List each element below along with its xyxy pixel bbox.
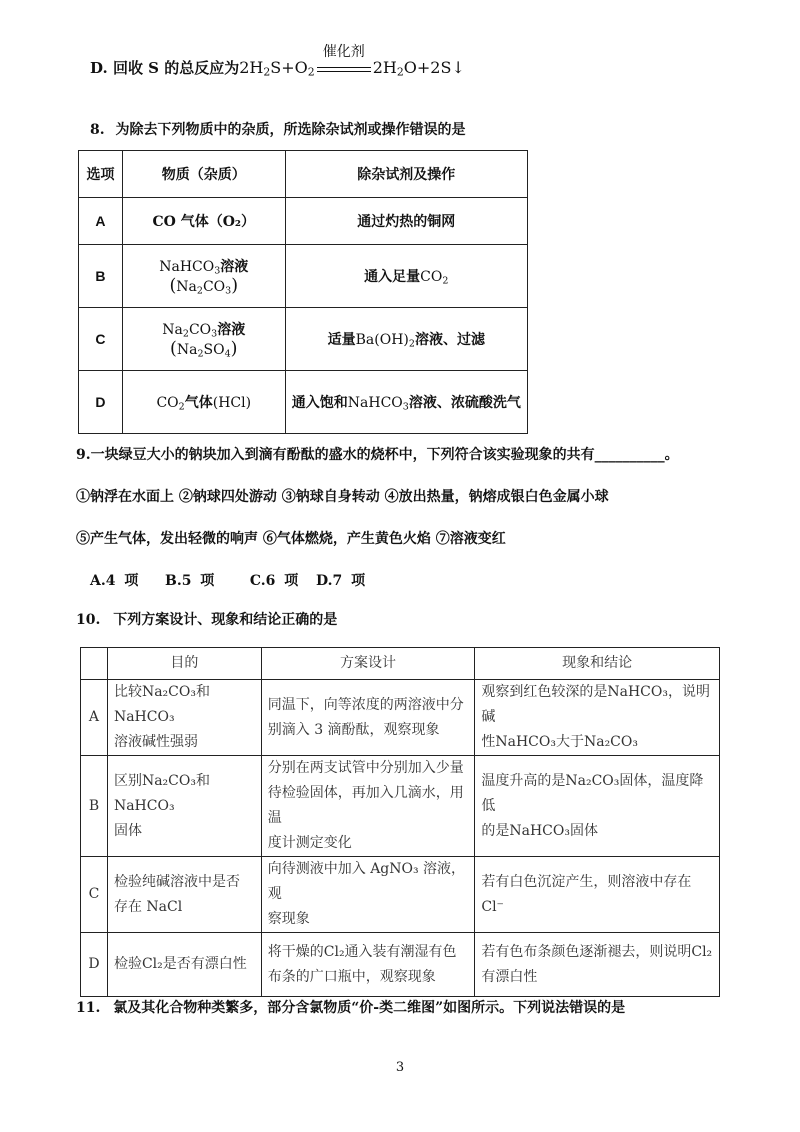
q9-option-a[interactable]: A.4 项 (90, 573, 139, 589)
method-text: 溶液、浓硫酸洗气 (408, 395, 521, 411)
line: 检验纯碱溶液中是否 (113, 873, 240, 890)
q10-row-purpose (107, 933, 261, 997)
line: 的是NaHCO₃固体 (481, 822, 598, 839)
q10-row-key: A (81, 680, 108, 756)
formula-sub: 2 (442, 275, 449, 287)
formula-part: CO (156, 395, 179, 411)
q8-row-key: A (79, 198, 123, 245)
q8-row-substance (122, 245, 285, 308)
eq-reactant-2-sub: 2 (307, 65, 315, 79)
formula-part: Na (162, 322, 183, 338)
eq-product-2: 2S (430, 58, 452, 77)
method-text: 溶液、过滤 (414, 332, 485, 348)
formula-sub: 3 (211, 328, 218, 340)
q10-row-result (475, 933, 720, 997)
q8-row-method (285, 245, 527, 308)
q10-row-result (475, 857, 720, 933)
line: 待检验固体，再加入几滴水，用温 (267, 785, 464, 826)
q8-row-substance (122, 308, 285, 371)
paren-close: ) (231, 276, 239, 296)
formula-part: NaHCO (159, 259, 215, 275)
formula-sub: 3 (225, 285, 232, 297)
eq-product-1-tail: O (403, 58, 417, 77)
eq-reactant-1: 2H (239, 58, 264, 77)
line: 若有色布条颜色逐渐褪去，则说明Cl₂ (481, 943, 713, 960)
line: 度计测定变化 (267, 835, 352, 851)
paren-close: ) (230, 339, 238, 359)
line: 溶液碱性强弱 (113, 734, 198, 750)
line: 有漂白性 (481, 968, 538, 985)
q8-header-substance: 物质（杂质） (122, 151, 285, 198)
q9-option-d[interactable]: D.7 项 (315, 573, 366, 589)
substance-suffix: 溶液 (217, 322, 246, 338)
q10-row-design (261, 680, 475, 756)
q10-row-key: C (81, 857, 108, 933)
q8-table-header (79, 151, 528, 198)
q10-table-header (81, 648, 720, 680)
formula-sub: 3 (402, 401, 409, 413)
formula-part: CO (188, 322, 212, 338)
q9-options (90, 571, 365, 591)
q8-stem-text: 为除去下列物质中的杂质，所选除杂试剂或操作错误的是 (115, 122, 466, 138)
q8-row-b (79, 245, 528, 308)
q8-header-option: 选项 (79, 151, 123, 198)
q8-row-key: B (79, 245, 123, 308)
eq-catalyst-label: 催化剂 (322, 43, 365, 60)
q7-option-d (90, 43, 465, 79)
paren-open: ( (170, 339, 177, 359)
line: 检验Cl₂是否有漂白性 (113, 956, 247, 972)
eq-product-1-sub: 2 (396, 65, 404, 79)
line: 察现象 (267, 911, 310, 927)
q8-row-key: C (79, 308, 123, 371)
q10-table (80, 647, 720, 997)
q7-option-d-text: 回收 S 的总反应为 (112, 59, 240, 77)
line: 性NaHCO₃大于Na₂CO₃ (481, 734, 638, 750)
line: 同温下，向等浓度的两溶液中分 (267, 696, 464, 713)
q10-row-design (261, 933, 475, 997)
q8-row-d (79, 371, 528, 434)
formula-sub: 4 (224, 348, 231, 360)
q9-stem (76, 445, 679, 465)
q10-row-b (81, 756, 720, 857)
line: 固体 (113, 822, 142, 839)
formula-part: CO (202, 279, 226, 295)
q8-row-substance (122, 371, 285, 434)
eq-precipitate-arrow: ↓ (451, 58, 465, 77)
q10-row-design (261, 857, 475, 933)
line: 观察到红色较深的是NaHCO₃，说明碱 (481, 684, 710, 725)
q10-row-a (81, 680, 720, 756)
q9-phenomena-line-2: ⑤产生气体，发出轻微的响声 ⑥气体燃烧，产生黄色火焰 ⑦溶液变红 (76, 531, 506, 547)
q8-row-a (79, 198, 528, 245)
formula-sub: 2 (182, 328, 189, 340)
q10-row-purpose (107, 857, 261, 933)
q10-row-d (81, 933, 720, 997)
line: 向待测液中加入 AgNO₃ 溶液，观 (267, 861, 466, 902)
method-text: 通入足量 (364, 269, 421, 285)
line: 若有白色沉淀产生，则溶液中存在 Cl⁻ (481, 873, 692, 915)
q10-row-c (81, 857, 720, 933)
formula-part: SO (203, 342, 225, 358)
eq-double-line (317, 67, 371, 72)
q7-option-d-label: D. (90, 59, 108, 77)
q10-row-purpose (107, 756, 261, 857)
formula-part: Na (176, 342, 198, 358)
line: 别滴入 3 滴酚酞，观察现象 (267, 721, 440, 738)
q10-row-purpose (107, 680, 261, 756)
q11-stem-text: 氯及其化合物种类繁多，部分含氯物质“价-类二维图”如图所示。下列说法错误的是 (113, 1000, 626, 1016)
eq-product-1: 2H (372, 58, 397, 77)
q9-option-c[interactable]: C.6 项 (249, 573, 299, 589)
substance-suffix: 溶液 (220, 259, 249, 275)
formula-part: (HCl) (212, 395, 252, 411)
q8-stem (90, 120, 466, 140)
formula-part: NaHCO (347, 395, 403, 411)
q8-table (78, 150, 528, 434)
q10-row-result (475, 756, 720, 857)
q8-row-key: D (79, 371, 123, 434)
line: 温度升高的是Na₂CO₃固体，温度降低 (481, 772, 704, 814)
formula-sub: 2 (408, 338, 415, 350)
formula-sub: 3 (214, 265, 221, 277)
line: 存在 NaCl (113, 898, 183, 915)
method-text: 通入饱和 (291, 395, 348, 411)
line: 分别在两支试管中分别加入少量 (267, 760, 464, 776)
q10-stem-text: 下列方案设计、现象和结论正确的是 (113, 612, 338, 628)
formula-part: Ba(OH) (355, 332, 409, 348)
q10-header-design: 方案设计 (261, 648, 475, 680)
q8-row-substance: CO 气体（O₂） (122, 198, 285, 245)
q8-row-method (285, 308, 527, 371)
q10-header-purpose: 目的 (107, 648, 261, 680)
q10-row-design (261, 756, 475, 857)
q10-stem (76, 610, 337, 630)
formula-sub: 2 (197, 348, 204, 360)
substance-suffix: 气体 (184, 395, 213, 411)
q8-row-c (79, 308, 528, 371)
line: 布条的广口瓶中，观察现象 (267, 968, 436, 985)
eq-reactant-1-sub: 2 (263, 65, 271, 79)
formula-part: Na (176, 279, 197, 295)
eq-plus-1: + (281, 58, 295, 77)
eq-reactant-2: O (294, 58, 308, 77)
line: 区别Na₂CO₃和NaHCO₃ (113, 772, 210, 814)
q8-row-method (285, 371, 527, 434)
q9-stem-end: 。 (664, 447, 679, 463)
q9-stem-text: 9.一块绿豆大小的钠块加入到滴有酚酞的盛水的烧杯中，下列符合该实验现象的共有 (76, 447, 595, 463)
q10-row-key: B (81, 756, 108, 857)
q10-number: 10. (76, 612, 101, 628)
formula-part: CO (420, 269, 443, 285)
q11-number: 11. (76, 1000, 101, 1016)
q7-equation (239, 43, 465, 79)
q10-header-result: 现象和结论 (475, 648, 720, 680)
formula-sub: 2 (196, 285, 203, 297)
q10-row-key: D (81, 933, 108, 997)
line: 将干燥的Cl₂通入装有潮湿有色 (267, 943, 457, 960)
q10-row-result (475, 680, 720, 756)
q11-stem (76, 998, 625, 1018)
q8-row-method: 通过灼热的铜网 (285, 198, 527, 245)
method-text: 适量 (327, 332, 356, 348)
eq-reactant-1-tail: S (270, 58, 282, 77)
q10-header-key (81, 648, 108, 680)
q9-answer-blank[interactable]: __________ (594, 447, 665, 463)
q9-phenomena-line-1: ①钠浮在水面上 ②钠球四处游动 ③钠球自身转动 ④放出热量，钠熔成银白色金属小球 (76, 489, 609, 505)
q9-option-b[interactable]: B.5 项 (164, 573, 215, 589)
q8-header-method: 除杂试剂及操作 (285, 151, 527, 198)
q8-number: 8. (90, 122, 105, 138)
eq-plus-2: + (416, 58, 431, 77)
page-number: 3 (395, 1060, 405, 1075)
eq-reaction-condition (315, 43, 373, 79)
paren-open: ( (169, 276, 177, 296)
line: 比较Na₂CO₃和NaHCO₃ (113, 684, 210, 725)
formula-sub: 2 (178, 401, 185, 413)
